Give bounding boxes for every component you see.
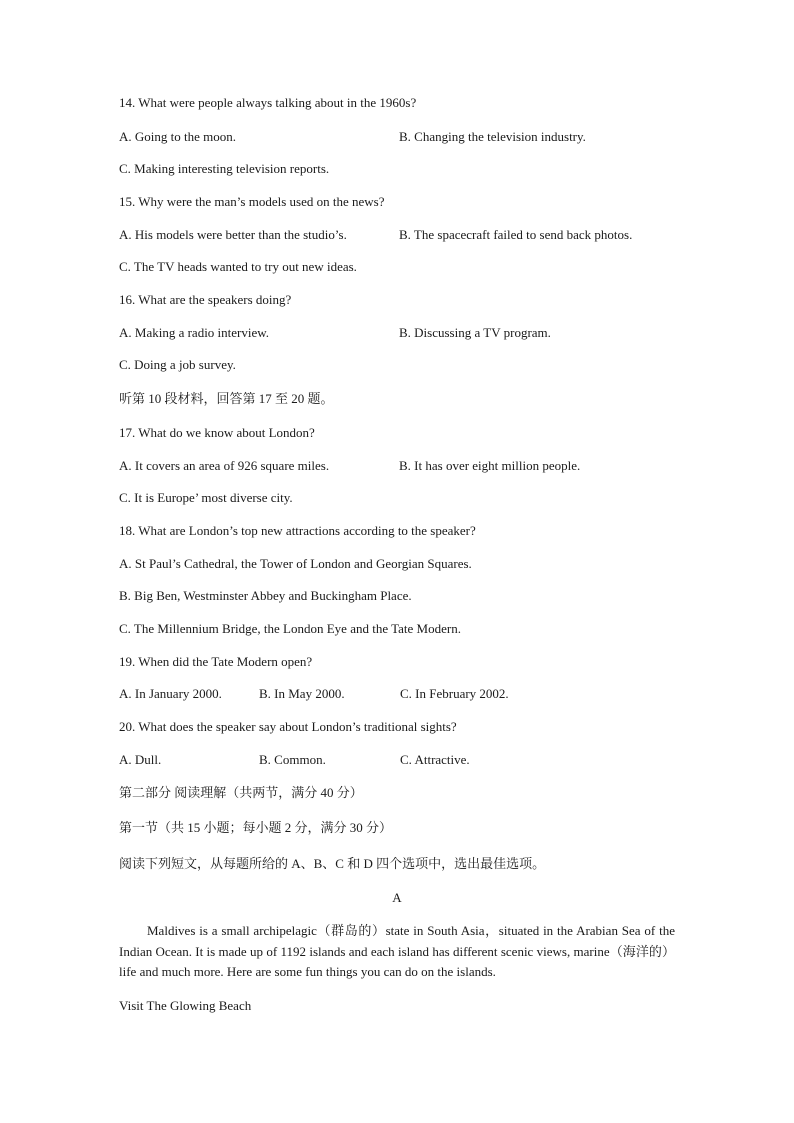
question-17: 17. What do we know about London?	[119, 425, 315, 440]
passage-heading: A	[392, 890, 402, 905]
option-14-a: A. Going to the moon.	[119, 129, 236, 144]
option-20-b: B. Common.	[259, 752, 326, 767]
option-20-a: A. Dull.	[119, 752, 162, 767]
option-20-c: C. Attractive.	[400, 752, 470, 767]
option-15-a: A. His models were better than the studio’s.	[119, 227, 347, 242]
option-19-c: C. In February 2002.	[400, 686, 509, 701]
question-16: 16. What are the speakers doing?	[119, 292, 292, 307]
question-18: 18. What are London’s top new attractions according to the speaker?	[119, 523, 476, 538]
option-19-a: A. In January 2000.	[119, 686, 222, 701]
option-19-b: B. In May 2000.	[259, 686, 345, 701]
question-15: 15. Why were the man’s models used on the news?	[119, 194, 385, 209]
option-16-b: B. Discussing a TV program.	[399, 325, 551, 340]
passage-subheading: Visit The Glowing Beach	[119, 998, 252, 1013]
question-19: 19. When did the Tate Modern open?	[119, 654, 313, 669]
passage-text: Maldives is a small archipelagic（群岛的）state in South Asia，situated in the Arabian Sea of the Indian Ocean. It is made up of 1192 islands and each island has different scenic views, marine（海洋的）life and much more. Here are some fun things you can do on the islands.	[119, 923, 675, 979]
option-16-c: C. Doing a job survey.	[119, 357, 236, 372]
option-18-a: A. St Paul’s Cathedral, the Tower of London and Georgian Squares.	[119, 556, 472, 571]
passage-paragraph	[119, 921, 675, 983]
option-17-c: C. It is Europe’ most diverse city.	[119, 490, 293, 505]
section-one-title: 第一节（共 15 小题；每小题 2 分，满分 30 分）	[119, 820, 393, 835]
option-18-b: B. Big Ben, Westminster Abbey and Buckingham Place.	[119, 588, 412, 603]
part-two-title: 第二部分 阅读理解（共两节，满分 40 分）	[119, 785, 363, 800]
option-14-c: C. Making interesting television reports.	[119, 161, 330, 176]
option-15-b: B. The spacecraft failed to send back photos.	[399, 227, 633, 242]
option-17-b: B. It has over eight million people.	[399, 458, 581, 473]
option-18-c: C. The Millennium Bridge, the London Eye and the Tate Modern.	[119, 621, 461, 636]
option-14-b: B. Changing the television industry.	[399, 129, 586, 144]
option-17-a: A. It covers an area of 926 square miles.	[119, 458, 330, 473]
question-14: 14. What were people always talking about in the 1960s?	[119, 95, 417, 110]
option-16-a: A. Making a radio interview.	[119, 325, 270, 340]
question-20: 20. What does the speaker say about London’s traditional sights?	[119, 719, 457, 734]
option-15-c: C. The TV heads wanted to try out new ideas.	[119, 259, 357, 274]
section-instruction-10: 听第 10 段材料，回答第 17 至 20 题。	[119, 391, 334, 406]
reading-instructions: 阅读下列短文，从每题所给的 A、B、C 和 D 四个选项中，选出最佳选项。	[119, 856, 546, 871]
